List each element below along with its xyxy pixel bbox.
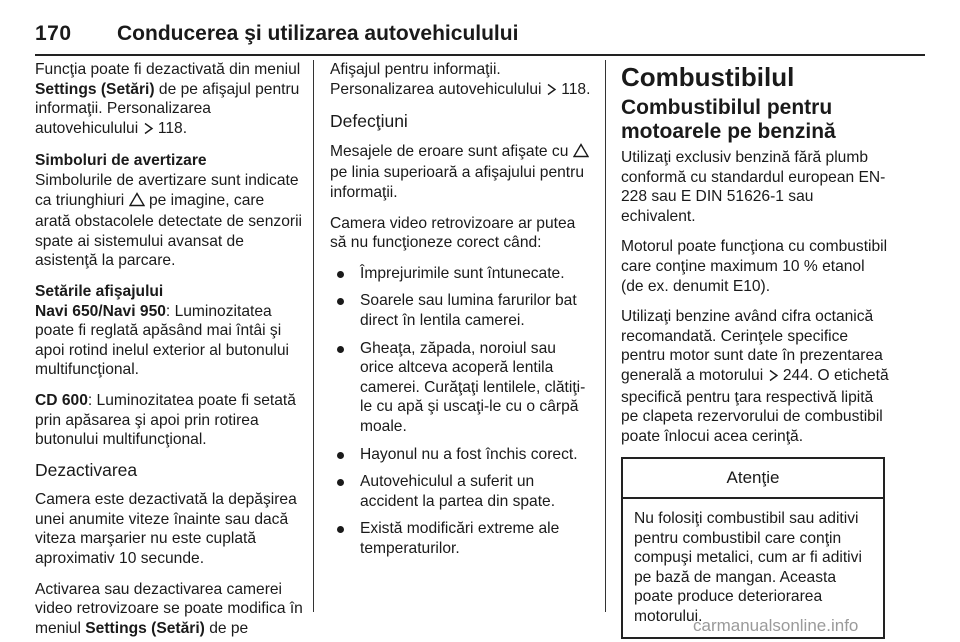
paragraph: Navi 650/Navi 950: Luminozitatea poate fi reglată apăsând mai întâi şi apoi rotind inelul exterior al butonului multifuncţional. — [35, 302, 289, 379]
paragraph: Utilizaţi benzine având cifra octanică recomandată. Cerinţele specifice pentru motor sunt date în prezentarea generală a motorului 244. O etichetă specifică pentru ţara respectivă lipită pe clapeta rezervorului de combustibil poate înlocui acea cerinţă. — [621, 308, 889, 445]
section-subheading: Setările afişajului — [35, 282, 164, 300]
column-2 — [330, 60, 592, 567]
menu-reference: Settings (Setări) — [85, 619, 205, 637]
bullet-icon — [337, 479, 344, 486]
bullet-icon — [337, 271, 344, 278]
model-label: CD 600 — [35, 391, 88, 409]
caution-title: Atenţie — [623, 459, 883, 499]
page-header — [35, 22, 925, 52]
chapter-title: Conducerea şi utilizarea autovehiculului — [117, 22, 519, 45]
warning-triangle-icon — [573, 143, 589, 164]
crossref-arrow-icon — [143, 121, 154, 141]
column-3 — [621, 60, 889, 639]
section-subheading: Simboluri de avertizare — [35, 152, 207, 170]
model-label: Navi 650/Navi 950 — [35, 302, 166, 320]
paragraph: Mesajele de eroare sunt afişate cu pe linia superioară a afişajului pentru informaţii. — [330, 142, 592, 203]
paragraph: Motorul poate funcţiona cu combustibil care conţine maximum 10 % etanol (de ex. denumit E10). — [621, 238, 888, 295]
column-1 — [35, 60, 303, 642]
list-item: Autovehiculul a suferit un accident la partea din spate. — [330, 472, 592, 511]
list-item: Hayonul nu a fost închis corect. — [330, 445, 592, 465]
paragraph: CD 600: Luminozitatea poate fi setată prin apăsarea şi apoi prin rotirea butonului multifuncţional. — [35, 391, 296, 449]
section-heading: Dezactivarea — [35, 459, 138, 480]
paragraph: Simbolurile de avertizare sunt indicate ca triunghiuri pe imagine, care arată obstacolele detectate de senzorii spate ai sistemului avansat de asistenţă la parcare. — [35, 171, 302, 270]
chapter-section-title: Combustibilul — [621, 62, 795, 92]
paragraph: Camera este dezactivată la depăşirea unei anumite viteze înainte sau dacă viteza marşarier nu este cuplată aproximativ 10 secunde. — [35, 491, 297, 568]
bullet-icon — [337, 346, 344, 353]
bullet-icon — [337, 452, 344, 459]
column-divider — [605, 60, 606, 612]
crossref-arrow-icon — [546, 82, 557, 102]
page-number: 170 — [35, 22, 72, 45]
paragraph: Camera video retrovizoare ar putea să nu funcţioneze corect când: — [330, 214, 576, 252]
list-item: Gheaţa, zăpada, noroiul sau orice altceva acoperă lentila camerei. Curăţaţi lentilele, clătiţi-le cu apă şi uscaţi-le cu o cârpă moale. — [330, 339, 592, 437]
header-rule — [35, 54, 925, 56]
warning-triangle-icon — [129, 192, 145, 213]
caution-text: Nu folosiţi combustibil sau aditivi pentru combustibil care conţin compuşi metalici, cum ar fi aditivi pe bază de mangan. Aceasta poate produce deteriorarea motorului. — [634, 509, 862, 625]
column-divider — [313, 60, 314, 612]
bullet-icon — [337, 298, 344, 305]
caution-box — [621, 457, 885, 639]
section-heading: Defecţiuni — [330, 111, 408, 132]
section-title: Combustibilul pentru motoarele pe benzină — [621, 96, 836, 143]
list-item: Soarele sau lumina farurilor bat direct în lentila camerei. — [330, 291, 592, 330]
bullet-icon — [337, 526, 344, 533]
bullet-list — [330, 264, 592, 559]
paragraph: Utilizaţi exclusiv benzină fără plumb conformă cu standardul european EN-228 sau E DIN 51626-1 sau echivalent. — [621, 149, 886, 225]
menu-reference: Settings (Setări) — [35, 80, 155, 98]
list-item: Există modificări extreme ale temperaturilor. — [330, 519, 592, 558]
paragraph: Funcţia poate fi dezactivată din meniul Settings (Setări) de pe afişajul pentru informaţii. Personalizarea autovehiculului 118. — [35, 60, 303, 140]
paragraph: Activarea sau dezactivarea camerei video retrovizoare se poate modifica în meniul Settings (Setări) de pe — [35, 580, 303, 637]
list-item: Împrejurimile sunt întunecate. — [330, 264, 592, 284]
watermark: carmanualsonline.info — [693, 616, 859, 635]
crossref-arrow-icon — [768, 368, 779, 388]
paragraph: Afişajul pentru informaţii. Personalizarea autovehiculului 118. — [330, 60, 592, 101]
